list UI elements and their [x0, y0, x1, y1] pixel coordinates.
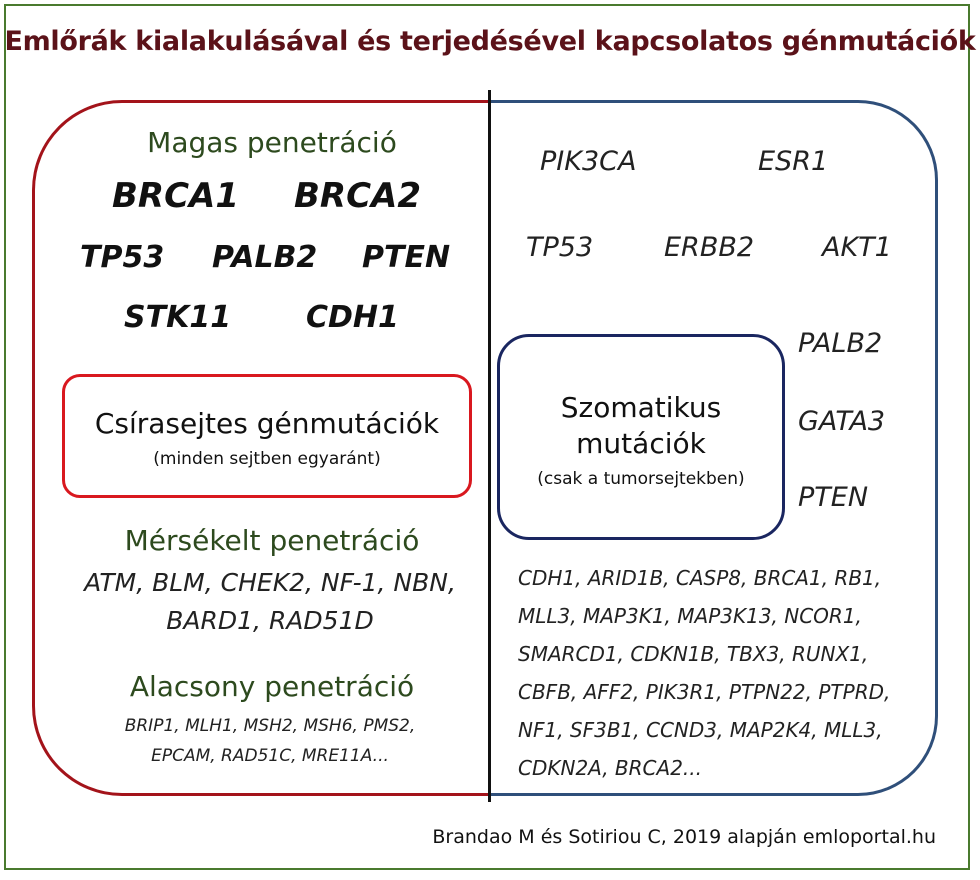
gene-tp53: TP53 [80, 240, 165, 275]
moderate-genes-line2: BARD1, RAD51D [166, 606, 374, 635]
gene-palb2-somatic: PALB2 [798, 328, 883, 359]
somatic-list-line2: MLL3, MAP3K1, MAP3K13, NCOR1, [518, 604, 862, 628]
somatic-list-line6: CDKN2A, BRCA2... [518, 756, 702, 780]
source-credit: Brandao M és Sotiriou C, 2019 alapján emloportal.hu [432, 826, 936, 848]
gene-palb2: PALB2 [212, 240, 318, 275]
gene-akt1: AKT1 [822, 232, 892, 263]
low-genes-line1: BRIP1, MLH1, MSH2, MSH6, PMS2, [124, 716, 416, 736]
gene-stk11: STK11 [124, 300, 232, 335]
page-title: Emlőrák kialakulásával és terjedésével kapcsolatos génmutációk [4, 26, 976, 57]
somatic-box-title-line2: mutációk [576, 427, 706, 460]
somatic-list-line5: NF1, SF3B1, CCND3, MAP2K4, MLL3, [518, 718, 883, 742]
gene-brca2: BRCA2 [294, 176, 422, 216]
gene-pten-somatic: PTEN [798, 482, 869, 513]
low-penetrance-heading: Alacsony penetráció [129, 670, 415, 703]
somatic-box-subtitle: (csak a tumorsejtekben) [537, 469, 745, 489]
germline-box [62, 374, 472, 498]
germline-box-subtitle: (minden sejtben egyaránt) [153, 449, 381, 469]
moderate-genes-line1: ATM, BLM, CHEK2, NF-1, NBN, [84, 568, 456, 597]
somatic-list-line3: SMARCD1, CDKN1B, TBX3, RUNX1, [518, 642, 869, 666]
center-divider [488, 90, 491, 802]
gene-gata3: GATA3 [798, 406, 886, 437]
gene-cdh1: CDH1 [306, 300, 399, 335]
germline-box-title: Csírasejtes génmutációk [94, 407, 440, 440]
gene-pten: PTEN [362, 240, 451, 275]
gene-esr1: ESR1 [758, 146, 829, 177]
high-penetrance-heading: Magas penetráció [147, 126, 397, 159]
gene-pik3ca: PIK3CA [540, 146, 637, 177]
somatic-box-title-line1: Szomatikus [560, 391, 722, 424]
gene-tp53-somatic: TP53 [526, 232, 594, 263]
somatic-box [497, 334, 785, 540]
somatic-list-line1: CDH1, ARID1B, CASP8, BRCA1, RB1, [518, 566, 882, 590]
gene-erbb2: ERBB2 [664, 232, 755, 263]
gene-brca1: BRCA1 [112, 176, 240, 216]
somatic-list-line4: CBFB, AFF2, PIK3R1, PTPN22, PTPRD, [518, 680, 891, 704]
moderate-penetrance-heading: Mérsékelt penetráció [124, 524, 420, 557]
low-genes-line2: EPCAM, RAD51C, MRE11A... [151, 746, 389, 766]
